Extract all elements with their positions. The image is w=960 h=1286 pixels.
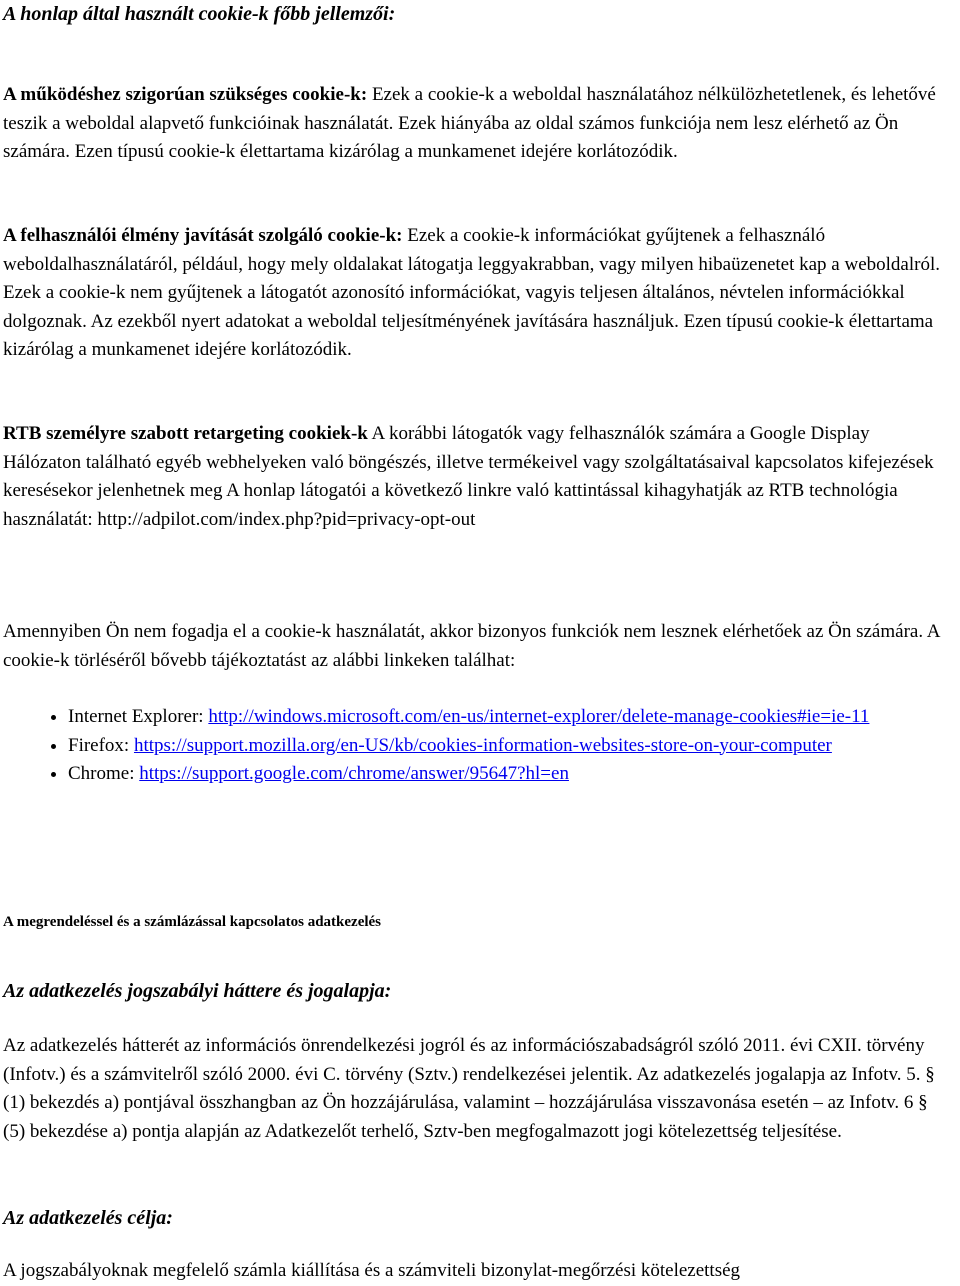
strictly-necessary-lead: A működéshez szigorúan szükséges cookie-k: bbox=[3, 84, 368, 105]
legal-background-paragraph: Az adatkezelés hátterét az információs önrendelkezési jogról és az információszabadságról szóló 2011. évi CXII. törvény (Infotv.) és a számvitelről szóló 2000. évi C. törvény (Sztv.) rendelkezései jelentik. Az adatkezelés jogalapja az Infotv. 5. § (1) bekezdés a) pontjával összhangban az Ön hozzájárulása, valamint – hozzájárulása visszavonása esetén – az Infotv. 6 § (5) bekezdése a) pontja alapján az Adatkezelőt terhelő, Sztv-ben megfogalmazott jogi kötelezettség teljesítése. bbox=[3, 1035, 935, 1142]
purpose-paragraph: A jogszabályoknak megfelelő számla kiállítása és a számviteli bizonylat-megőrzési kötelezettség bbox=[3, 1260, 741, 1281]
opt-out-paragraph: Amennyiben Ön nem fogadja el a cookie-k használatát, akkor bizonyos funkciók nem lesznek elérhetőek az Ön számára. A cookie-k törléséről bővebb tájékoztatást az alábbi linkeken találhat: bbox=[3, 621, 940, 671]
user-experience-lead: A felhasználói élmény javítását szolgáló cookie-k: bbox=[3, 225, 403, 246]
browser-link-internet-explorer[interactable]: http://windows.microsoft.com/en-us/internet-explorer/delete-manage-cookies#ie=ie-11 bbox=[208, 706, 870, 727]
rtb-lead: RTB személyre szabott retargeting cookiek-k bbox=[3, 423, 368, 444]
rtb-paragraph bbox=[3, 420, 952, 534]
browser-link-firefox[interactable]: https://support.mozilla.org/en-US/kb/cookies-information-websites-store-on-your-computer bbox=[133, 734, 832, 756]
cookie-features-heading: A honlap által használt cookie-k főbb jellemzői: bbox=[3, 3, 396, 25]
legal-background-heading: Az adatkezelés jogszabályi háttere és jogalapja: bbox=[3, 980, 392, 1002]
purpose-heading: Az adatkezelés célja: bbox=[3, 1207, 173, 1229]
rtb-text: A korábbi látogatók vagy felhasználók számára a Google Display Hálózaton található egyéb webhelyeken való böngészés, illetve termékeivel vagy szolgáltatásaival kapcsolatos kifejezések keresésekor jelenhetnek meg A honlap látogatói a következő linkre való kattintással kihagyhatják az RTB technológia használatát: http://adpilot.com/index.php?pid=privacy-opt-out bbox=[3, 423, 934, 530]
browser-label: Firefox: bbox=[68, 734, 134, 756]
order-billing-heading: A megrendeléssel és a számlázással kapcsolatos adatkezelés bbox=[3, 914, 382, 930]
strictly-necessary-text: Ezek a cookie-k a weboldal használatához nélkülözhetetlenek, és lehetővé teszik a weboldal alapvető funkcióinak használatát. Ezek hiányába az oldal számos funkciója nem lesz elérhető az Ön számára. Ezen típusú cookie-k élettartama kizárólag a munkamenet idejére korlátozódik. bbox=[3, 84, 936, 162]
list-item bbox=[68, 732, 952, 761]
user-experience-paragraph bbox=[3, 222, 952, 365]
browser-links-list bbox=[0, 703, 952, 789]
browser-link-chrome[interactable]: https://support.google.com/chrome/answer/95647?hl=en bbox=[139, 763, 569, 784]
browser-label: Chrome: bbox=[68, 763, 140, 784]
strictly-necessary-paragraph bbox=[3, 81, 952, 167]
list-item bbox=[68, 703, 952, 732]
browser-label: Internet Explorer: bbox=[68, 706, 209, 727]
list-item bbox=[68, 760, 952, 789]
user-experience-text: Ezek a cookie-k információkat gyűjtenek a felhasználó weboldalhasználatáról, például, hogy mely oldalakat látogatja leggyakrabban, vagy milyen hibaüzenetet kap a weboldalról. Ezek a cookie-k nem gyűjtenek a látogatót azonosító információkat, vagyis teljesen általános, névtelen információkkal dolgoznak. Az ezekből nyert adatokat a weboldal teljesítményének javítására használjuk. Ezen típusú cookie-k élettartama kizárólag a munkamenet idejére korlátozódik. bbox=[3, 225, 940, 360]
